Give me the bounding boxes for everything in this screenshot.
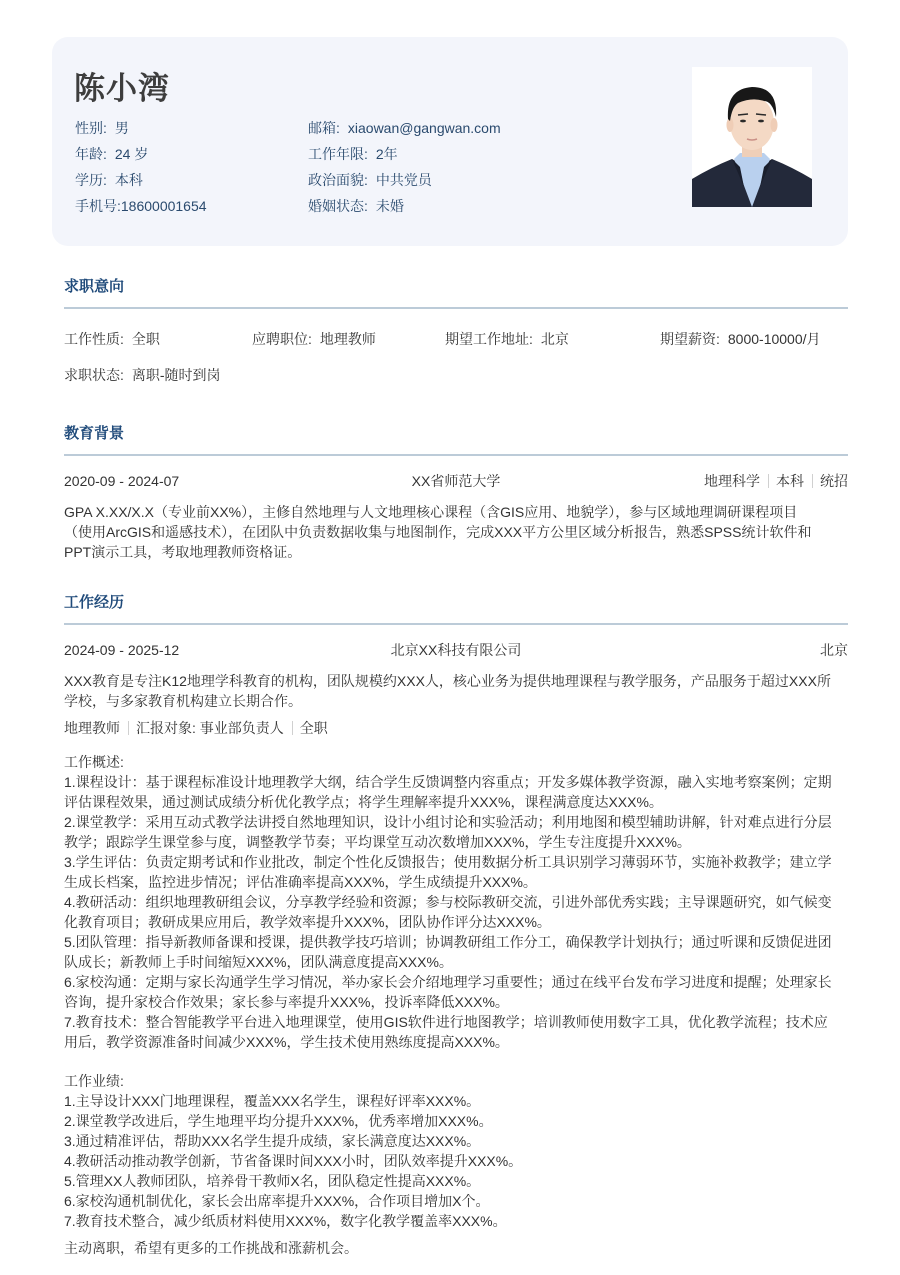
basic-info-right	[308, 119, 501, 223]
tag-separator	[128, 721, 129, 735]
summary-item: 6.家校沟通：定期与家长沟通学生学习情况，举办家长会介绍地理学习重要性；通过在线平台发布学习进度和提醒；处理家长咨询，提升家校合作效果；家长参与率提升XXX%，投诉率降低XXX%。	[64, 974, 832, 1010]
info-label: 婚姻状态:	[308, 198, 368, 214]
summary-item: 3.学生评估：负责定期考试和作业批改，制定个性化反馈报告；使用数据分析工具识别学习薄弱环节，实施补救教学；建立学生成长档案，监控进步情况；评估准确率提高XXX%，学生成绩提升XXX%。	[64, 854, 832, 890]
info-label: 学历:	[75, 172, 107, 188]
basic-info-left	[75, 119, 207, 223]
work-summary	[64, 752, 836, 1052]
info-political-status	[308, 171, 501, 197]
field-value: 全职	[131, 331, 160, 347]
work-period: 2024-09 - 2025-12	[64, 642, 180, 658]
section-title: 工作经历	[64, 594, 125, 611]
info-gender	[75, 119, 207, 145]
portrait-icon	[692, 67, 812, 207]
tag-job-title: 地理教师	[64, 720, 120, 736]
achievement-item: 1.主导设计XXX门地理课程，覆盖XXX名学生，课程好评率XXX%。	[64, 1093, 481, 1109]
info-value: 24 岁	[114, 146, 149, 162]
field-value: 地理教师	[319, 331, 376, 347]
summary-item: 5.团队管理：指导新教师备课和授课，提供教学技巧培训；协调教研组工作分工，确保教学计划执行；通过听课和反馈促进团队成长；新教师上手时间缩短XXX%，团队满意度提高XXX%。	[64, 934, 832, 970]
tag-separator	[768, 474, 769, 488]
tag-report-to: 汇报对象: 事业部负责人	[136, 720, 284, 736]
section-education	[64, 423, 848, 568]
info-email	[308, 119, 501, 145]
field-label: 求职状态:	[64, 367, 124, 383]
section-title: 教育背景	[64, 425, 125, 442]
field-label: 应聘职位:	[252, 331, 312, 347]
company-name: 北京XX科技有限公司	[390, 642, 522, 658]
phone-number[interactable]: 18600001654	[120, 198, 207, 214]
info-work-years	[308, 145, 501, 171]
field-label: 期望薪资:	[660, 331, 720, 347]
info-phone	[75, 197, 207, 223]
field-label: 期望工作地址:	[445, 331, 533, 347]
field-label: 工作性质:	[64, 331, 124, 347]
field-value: 离职-随时到岗	[131, 367, 221, 383]
field-position	[252, 329, 376, 349]
info-label: 邮箱:	[308, 120, 340, 136]
info-marital-status	[308, 197, 501, 223]
tag-separator	[292, 721, 293, 735]
section-divider	[64, 454, 848, 456]
achievement-item: 2.课堂教学改进后，学生地理平均分提升XXX%，优秀率增加XXX%。	[64, 1113, 493, 1129]
achievement-item: 6.家校沟通机制优化，家长会出席率提升XXX%，合作项目增加X个。	[64, 1193, 490, 1209]
profile-photo	[692, 67, 812, 207]
info-label: 年龄:	[75, 146, 107, 162]
info-label: 性别:	[75, 120, 107, 136]
work-tags	[64, 718, 328, 738]
section-divider	[64, 307, 848, 309]
candidate-name: 陈小湾	[74, 71, 170, 106]
tag-major: 地理科学	[704, 473, 760, 489]
tag-enrollment: 统招	[820, 473, 848, 489]
achievement-item: 7.教育技术整合，减少纸质材料使用XXX%，数字化教学覆盖率XXX%。	[64, 1213, 507, 1229]
achievement-item: 5.管理XX人教师团队，培养骨干教师X名，团队稳定性提高XXX%。	[64, 1173, 481, 1189]
education-period: 2020-09 - 2024-07	[64, 473, 180, 489]
field-job-type	[64, 329, 160, 349]
info-value: 2年	[375, 146, 398, 162]
company-intro: XXX教育是专注K12地理学科教育的机构，团队规模约XXX人，核心业务为提供地理课程与教学服务，产品服务于超过XXX所学校，与多家教育机构建立长期合作。	[64, 673, 831, 709]
summary-item: 2.课堂教学：采用互动式教学法讲授自然地理知识，设计小组讨论和实验活动；利用地图和模型辅助讲解，针对难点进行分层教学；跟踪学生课堂参与度，调整教学节奏；平均课堂互动次数增加XXX%，学生专注度提升XXX%。	[64, 814, 832, 850]
section-title: 求职意向	[64, 278, 125, 295]
achievement-item: 3.通过精准评估，帮助XXX名学生提升成绩，家长满意度达XXX%。	[64, 1133, 481, 1149]
section-work-experience	[64, 592, 848, 1262]
info-label: 手机号:	[75, 198, 121, 214]
work-location: 北京	[820, 642, 848, 658]
tag-employment-type: 全职	[299, 720, 328, 736]
info-education	[75, 171, 207, 197]
field-location	[445, 329, 569, 349]
field-value: 北京	[540, 331, 569, 347]
section-job-intention	[64, 276, 848, 396]
tag-degree: 本科	[776, 473, 804, 489]
info-age	[75, 145, 207, 171]
education-tags	[704, 471, 848, 491]
field-value: 8000-10000/月	[727, 331, 821, 347]
tag-separator	[812, 474, 813, 488]
info-value: 未婚	[375, 198, 404, 214]
achievements-title: 工作业绩:	[64, 1073, 124, 1089]
info-value: 中共党员	[375, 172, 432, 188]
info-value: 本科	[114, 172, 143, 188]
section-divider	[64, 623, 848, 625]
education-header-row	[64, 471, 848, 491]
info-value: 男	[114, 120, 129, 136]
info-label: 工作年限:	[308, 146, 368, 162]
field-salary	[660, 329, 821, 349]
summary-item: 7.教育技术：整合智能教学平台进入地理课堂，使用GIS软件进行地图教学；培训教师使用数字工具，优化教学流程；技术应用后，教学资源准备时间减少XXX%，学生技术使用熟练度提高XXX%。	[64, 1014, 828, 1050]
email-link[interactable]: xiaowan@gangwan.com	[347, 120, 501, 136]
field-status	[64, 365, 221, 385]
leave-reason: 主动离职，希望有更多的工作挑战和涨薪机会。	[64, 1240, 358, 1256]
work-header-row	[64, 640, 848, 660]
summary-item: 1.课程设计：基于课程标准设计地理教学大纲，结合学生反馈调整内容重点；开发多媒体教学资源，融入实地考察案例；定期评估课程效果，通过测试成绩分析优化教学点；将学生理解率提升XXX%，课程满意度达XXX%。	[64, 774, 832, 810]
summary-item: 4.教研活动：组织地理教研组会议，分享教学经验和资源；参与校际教研交流，引进外部优秀实践；主导课题研究，如气候变化教育项目；教研成果应用后，教学效率提升XXX%，团队协作评分达XXX%。	[64, 894, 832, 930]
education-description: GPA X.XX/X.X（专业前XX%），主修自然地理与人文地理核心课程（含GIS应用、地貌学），参与区域地理调研课程项目（使用ArcGIS和遥感技术），在团队中负责数据收集与地图制作，完成XXX平方公里区域分析报告，熟悉SPSS统计软件和PPT演示工具，考取地理教师资格证。	[64, 504, 812, 560]
info-label: 政治面貌:	[308, 172, 368, 188]
summary-title: 工作概述:	[64, 754, 124, 770]
achievement-item: 4.教研活动推动教学创新，节省备课时间XXX小时，团队效率提升XXX%。	[64, 1153, 523, 1169]
work-achievements	[64, 1071, 824, 1231]
school-name: XX省师范大学	[411, 473, 501, 489]
profile-header-card	[52, 37, 848, 246]
